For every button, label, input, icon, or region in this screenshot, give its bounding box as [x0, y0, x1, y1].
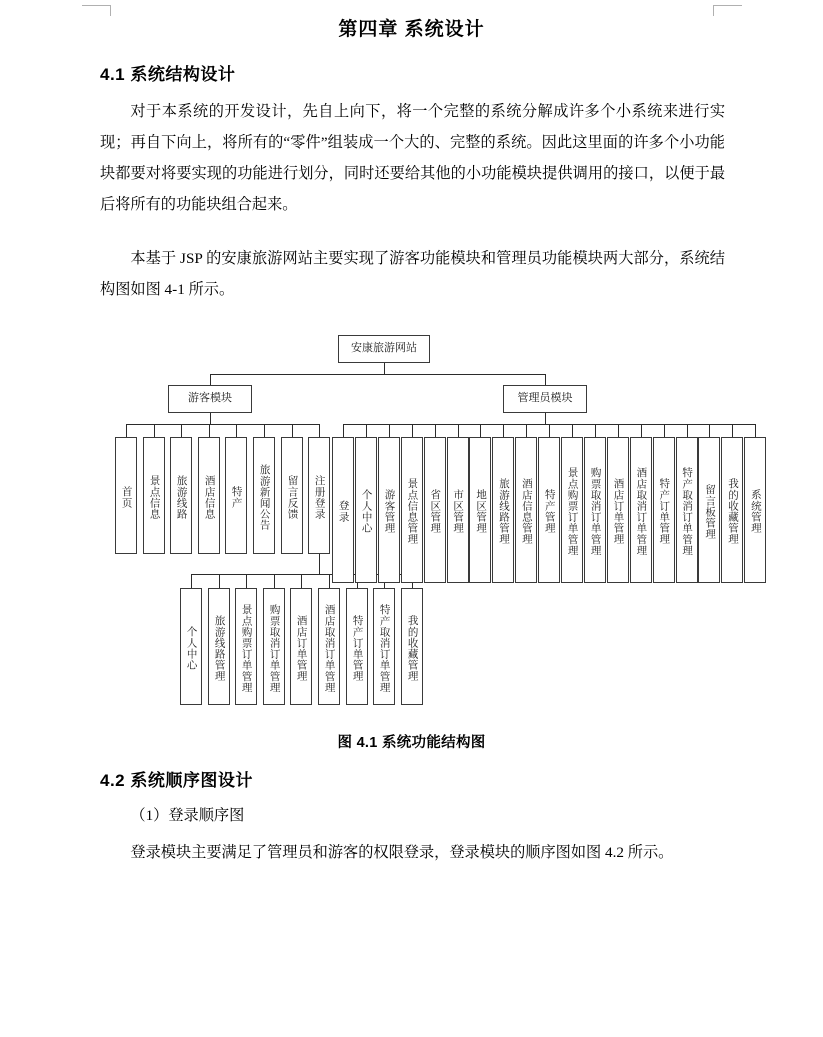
- admin-child-node-17: 我的收藏管理: [721, 437, 743, 583]
- edge-tourist-child-4: [236, 424, 237, 437]
- edge-admin-child-14: [664, 424, 665, 437]
- edge-admin-child-18: [755, 424, 756, 437]
- edge-subchild-2: [246, 574, 247, 588]
- edge-admin-child-12: [618, 424, 619, 437]
- paragraph-4-2-2: 登录模块主要满足了管理员和游客的权限登录，登录模块的顺序图如图 4.2 所示。: [130, 844, 674, 861]
- edge-tourist-child-6: [292, 424, 293, 437]
- edge-root-down: [384, 363, 385, 374]
- paragraph-4-2-1: （1）登录顺序图: [130, 807, 245, 824]
- edge-bus-to-tourist: [210, 374, 211, 385]
- diagram-root-node: 安康旅游网站: [338, 335, 430, 363]
- edge-subchild-1: [219, 574, 220, 588]
- edge-admin-child-13: [641, 424, 642, 437]
- edge-admin-child-4: [435, 424, 436, 437]
- tourist-child-node-0: 首页: [115, 437, 137, 554]
- edge-tourist-child-0: [126, 424, 127, 437]
- edge-admin-down: [545, 413, 546, 424]
- system-structure-diagram: [0, 325, 823, 725]
- admin-child-node-9: 特产管理: [538, 437, 560, 583]
- tourist-subchild-node-6: 特产订单管理: [346, 588, 368, 705]
- edge-admin-child-9: [549, 424, 550, 437]
- edge-admin-child-3: [412, 424, 413, 437]
- edge-tourist-child-2: [181, 424, 182, 437]
- edge-admin-child-2: [389, 424, 390, 437]
- tourist-child-node-5: 旅游新闻公告: [253, 437, 275, 554]
- edge-admin-child-17: [732, 424, 733, 437]
- admin-child-node-10: 景点购票订单管理: [561, 437, 583, 583]
- tourist-subchild-node-3: 购票取消订单管理: [263, 588, 285, 705]
- branch-node-tourist: 游客模块: [168, 385, 252, 413]
- tourist-subchild-node-8: 我的收藏管理: [401, 588, 423, 705]
- admin-child-node-3: 景点信息管理: [401, 437, 423, 583]
- edge-admin-child-16: [709, 424, 710, 437]
- tourist-child-node-1: 景点信息: [143, 437, 165, 554]
- tourist-subchild-node-0: 个人中心: [180, 588, 202, 705]
- admin-child-node-6: 地区管理: [469, 437, 491, 583]
- admin-child-node-8: 酒店信息管理: [515, 437, 537, 583]
- edge-subchild-5: [329, 574, 330, 588]
- edge-admin-child-7: [503, 424, 504, 437]
- admin-child-node-16: 留言板管理: [698, 437, 720, 583]
- tourist-subchild-node-1: 旅游线路管理: [208, 588, 230, 705]
- tourist-child-node-7: 注册登录: [308, 437, 330, 554]
- heading-4-2: 4.2 系统顺序图设计: [100, 771, 253, 790]
- tourist-child-node-6: 留言反馈: [281, 437, 303, 554]
- admin-child-node-0: 登录: [332, 437, 354, 583]
- admin-child-node-11: 购票取消订单管理: [584, 437, 606, 583]
- edge-admin-child-11: [595, 424, 596, 437]
- tourist-child-node-3: 酒店信息: [198, 437, 220, 554]
- tourist-child-node-2: 旅游线路: [170, 437, 192, 554]
- tourist-subchild-node-7: 特产取消订单管理: [373, 588, 395, 705]
- edge-login-down: [319, 554, 320, 574]
- edge-admin-child-1: [366, 424, 367, 437]
- admin-child-node-1: 个人中心: [355, 437, 377, 583]
- edge-subchild-0: [191, 574, 192, 588]
- tourist-subchild-node-2: 景点购票订单管理: [235, 588, 257, 705]
- edge-admin-child-15: [687, 424, 688, 437]
- tourist-subchild-node-5: 酒店取消订单管理: [318, 588, 340, 705]
- edge-subchild-3: [274, 574, 275, 588]
- edge-admin-child-8: [526, 424, 527, 437]
- admin-child-node-18: 系统管理: [744, 437, 766, 583]
- tourist-subchild-node-4: 酒店订单管理: [290, 588, 312, 705]
- admin-child-node-2: 游客管理: [378, 437, 400, 583]
- admin-child-node-14: 特产订单管理: [653, 437, 675, 583]
- admin-child-node-12: 酒店订单管理: [607, 437, 629, 583]
- tourist-child-node-4: 特产: [225, 437, 247, 554]
- branch-node-admin: 管理员模块: [503, 385, 587, 413]
- edge-admin-child-0: [343, 424, 344, 437]
- admin-child-node-15: 特产取消订单管理: [676, 437, 698, 583]
- admin-child-node-5: 市区管理: [447, 437, 469, 583]
- edge-level1-bus: [210, 374, 545, 375]
- figure-caption: 图 4.1 系统功能结构图: [337, 735, 486, 751]
- edge-admin-child-10: [572, 424, 573, 437]
- edge-tourist-child-3: [209, 424, 210, 437]
- edge-tourist-down: [210, 413, 211, 424]
- edge-subchild-4: [301, 574, 302, 588]
- admin-child-node-7: 旅游线路管理: [492, 437, 514, 583]
- edge-tourist-child-1: [154, 424, 155, 437]
- heading-4-1: 4.1 系统结构设计: [100, 65, 236, 84]
- edge-bus-to-admin: [545, 374, 546, 385]
- edge-tourist-child-5: [264, 424, 265, 437]
- paragraph-4-1-2: 本基于 JSP 的安康旅游网站主要实现了游客功能模块和管理员功能模块两大部分，系统结构图如图 4-1 所示。: [100, 250, 725, 298]
- edge-admin-child-6: [480, 424, 481, 437]
- paragraph-4-1-1: 对于本系统的开发设计，先自上向下，将一个完整的系统分解成许多个小系统来进行实现；再自下向上，将所有的“零件”组装成一个大的、完整的系统。因此这里面的许多个小功能块都要对将要实现的功能进行划分，同时还要给其他的小功能模块提供调用的接口，以便于最后将所有的功能块组合起来。: [100, 103, 725, 213]
- edge-tourist-child-7: [319, 424, 320, 437]
- chapter-title: 第四章 系统设计: [338, 19, 485, 40]
- edge-admin-child-5: [458, 424, 459, 437]
- admin-child-node-4: 省区管理: [424, 437, 446, 583]
- admin-child-node-13: 酒店取消订单管理: [630, 437, 652, 583]
